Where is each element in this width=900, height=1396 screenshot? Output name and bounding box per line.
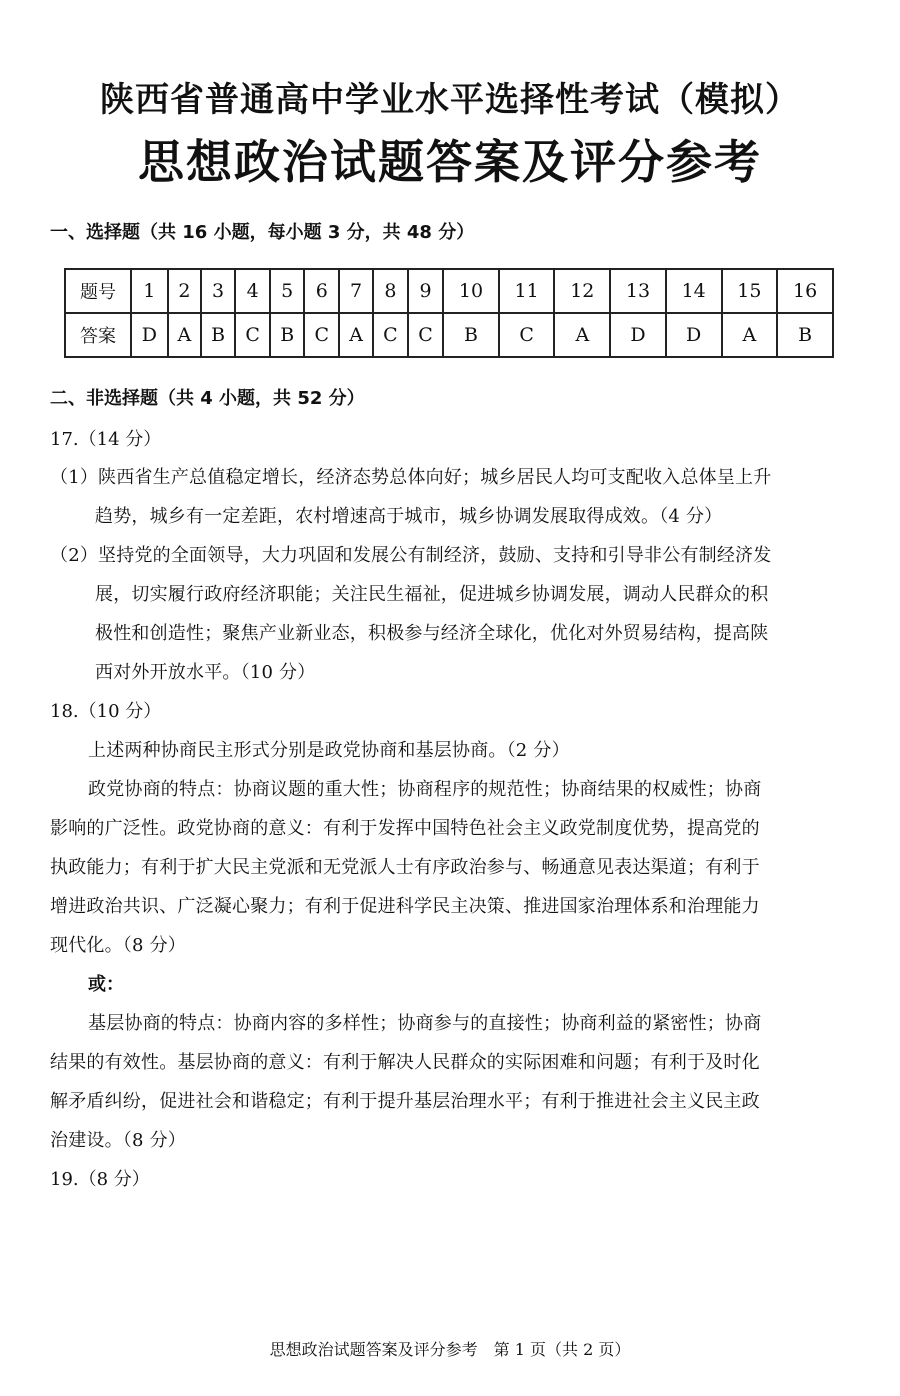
q17-answer-line: （1）陕西省生产总值稳定增长，经济态势总体向好；城乡居民人均可支配收入总体呈上升	[50, 467, 772, 488]
q18-answer-line: 基层协商的特点：协商内容的多样性；协商参与的直接性；协商利益的紧密性；协商	[88, 1013, 762, 1034]
q18-answer-line: 执政能力；有利于扩大民主党派和无党派人士有序政治参与、畅通意见表达渠道；有利于	[50, 857, 760, 878]
q17-answer-line: 西对外开放水平。（10 分）	[95, 662, 316, 683]
question-number: 14	[666, 269, 722, 313]
question-number: 9	[408, 269, 443, 313]
question-number: 13	[610, 269, 666, 313]
q18-answer-line: 解矛盾纠纷，促进社会和谐稳定；有利于提升基层治理水平；有利于推进社会主义民主政	[50, 1091, 760, 1112]
question-number: 10	[443, 269, 499, 313]
question-number: 11	[499, 269, 555, 313]
exam-title: 陕西省普通高中学业水平选择性考试（模拟）	[100, 80, 800, 120]
answer-cell: C	[408, 313, 443, 357]
question-number-row	[65, 269, 833, 313]
page-footer: 思想政治试题答案及评分参考 第 1 页（共 2 页）	[269, 1340, 631, 1359]
answer-cell: A	[554, 313, 610, 357]
question-number: 6	[304, 269, 339, 313]
q17-number: 17.（14 分）	[50, 429, 162, 450]
q18-answer-line: 现代化。（8 分）	[50, 935, 186, 956]
answer-row	[65, 313, 833, 357]
answer-cell: C	[304, 313, 339, 357]
q18-answer-line: 结果的有效性。基层协商的意义：有利于解决人民群众的实际困难和问题；有利于及时化	[50, 1052, 760, 1073]
question-number: 8	[373, 269, 408, 313]
answer-cell: B	[270, 313, 304, 357]
row-label-answer: 答案	[65, 313, 131, 357]
question-number: 16	[777, 269, 833, 313]
question-number: 4	[235, 269, 270, 313]
question-number: 5	[270, 269, 304, 313]
question-number: 7	[339, 269, 372, 313]
question-number: 3	[201, 269, 235, 313]
answer-cell: B	[443, 313, 499, 357]
question-number: 2	[168, 269, 201, 313]
q17-answer-line: 展，切实履行政府经济职能；关注民生福祉，促进城乡协调发展，调动人民群众的积	[95, 584, 769, 605]
answer-cell: D	[131, 313, 168, 357]
section1-heading: 一、选择题（共 16 小题，每小题 3 分，共 48 分）	[50, 222, 475, 243]
question-number: 15	[722, 269, 778, 313]
q18-answer-line: 上述两种协商民主形式分别是政党协商和基层协商。（2 分）	[88, 740, 570, 761]
answer-cell: B	[201, 313, 235, 357]
document-title: 思想政治试题答案及评分参考	[138, 135, 762, 189]
section2-heading: 二、非选择题（共 4 小题，共 52 分）	[50, 388, 365, 409]
q17-answer-line: 极性和创造性；聚焦产业新业态，积极参与经济全球化，优化对外贸易结构，提高陕	[95, 623, 769, 644]
q17-answer-line: （2）坚持党的全面领导，大力巩固和发展公有制经济，鼓励、支持和引导非公有制经济发	[50, 545, 772, 566]
q18-answer-line: 治建设。（8 分）	[50, 1130, 186, 1151]
answer-cell: C	[235, 313, 270, 357]
answer-cell: C	[499, 313, 555, 357]
answer-cell: A	[168, 313, 201, 357]
answer-cell: D	[666, 313, 722, 357]
q18-answer-line: 增进政治共识、广泛凝心聚力；有利于促进科学民主决策、推进国家治理体系和治理能力	[50, 896, 760, 917]
answer-cell: B	[777, 313, 833, 357]
answer-table	[64, 268, 834, 358]
answer-cell: D	[610, 313, 666, 357]
q17-answer-line: 趋势，城乡有一定差距，农村增速高于城市，城乡协调发展取得成效。（4 分）	[95, 506, 723, 527]
question-number: 12	[554, 269, 610, 313]
answer-cell: C	[373, 313, 408, 357]
q18-or-label: 或：	[88, 974, 124, 995]
question-number: 1	[131, 269, 168, 313]
q18-number: 18.（10 分）	[50, 701, 162, 722]
q19-number: 19.（8 分）	[50, 1169, 150, 1190]
row-label-question: 题号	[65, 269, 131, 313]
q18-answer-line: 政党协商的特点：协商议题的重大性；协商程序的规范性；协商结果的权威性；协商	[88, 779, 762, 800]
answer-cell: A	[722, 313, 778, 357]
q18-answer-line: 影响的广泛性。政党协商的意义：有利于发挥中国特色社会主义政党制度优势，提高党的	[50, 818, 760, 839]
answer-cell: A	[339, 313, 372, 357]
